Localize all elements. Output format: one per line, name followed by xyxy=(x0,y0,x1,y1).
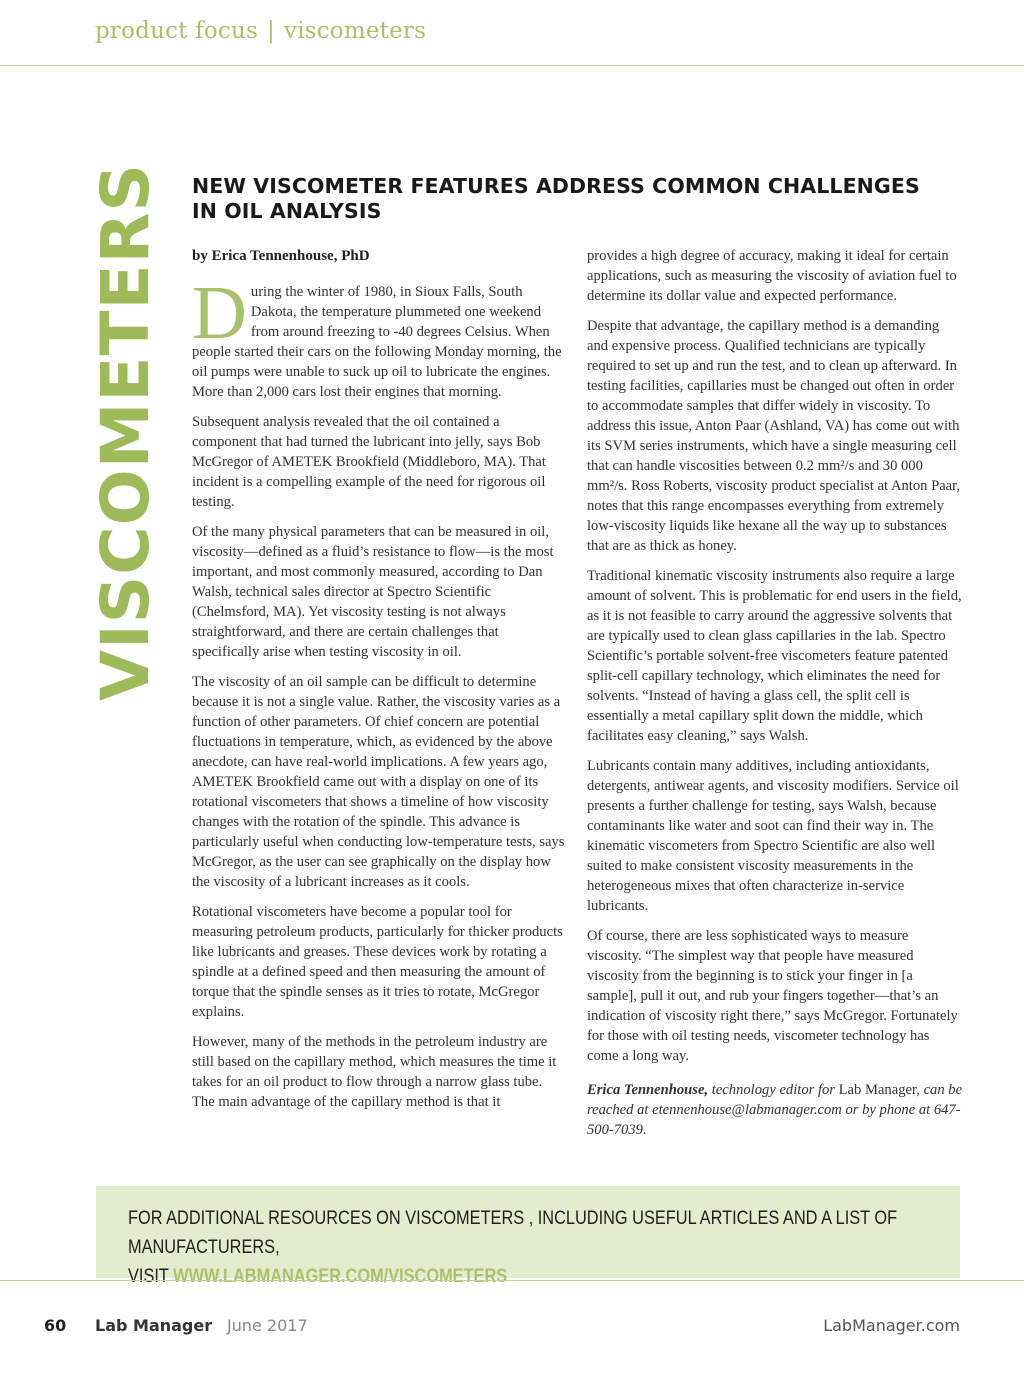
resources-visit: VISIT xyxy=(128,1266,169,1287)
article-column-right xyxy=(587,246,963,1150)
footer-divider xyxy=(0,1280,1024,1281)
headline-line-1: NEW VISCOMETER FEATURES ADDRESS COMMON CHALLENGES xyxy=(192,174,920,198)
issue-date: June 2017 xyxy=(227,1316,308,1335)
resources-box xyxy=(96,1186,960,1287)
author-bio xyxy=(587,1080,963,1140)
section-separator: | xyxy=(267,18,275,44)
article-paragraph xyxy=(192,271,566,402)
section-name: product focus xyxy=(95,18,258,44)
resources-text xyxy=(128,1204,945,1291)
article-paragraph: Of the many physical parameters that can be measured in oil, viscosity—defined as a fluid’s resistance to flow—is the most important, and most commonly measured, according to Dan Walsh, technical sales director at Spectro Scientific (Chelmsford, MA). Yet viscosity testing is not always straightforward, and there are certain challenges that specifically arise when testing viscosity in oil. xyxy=(192,524,554,660)
article-paragraph: Of course, there are less sophisticated ways to measure viscosity. “The simplest way that people have measured viscosity from the beginning is to stick your finger in [a sample], pull it out, and rub your fingers together—that’s an indication of viscosity right there,” says McGregor. Fortunately for those with oil testing needs, viscometer technology has come a long way. xyxy=(587,928,958,1064)
section-topic: viscometers xyxy=(283,18,427,44)
bio-role: technology editor for xyxy=(711,1082,835,1098)
drop-cap: D xyxy=(192,271,247,355)
article-paragraph: Traditional kinematic viscosity instruments also require a large amount of solvent. This is problematic for end users in the field, as it is not feasible to carry around the aggressive solvents that are typically used to clean glass capillaries in the lab. Spectro Scientific’s portable solvent-free viscometers feature patented split-cell capillary technology, which eliminates the need for solvents. “Instead of having a glass cell, the split cell is essentially a metal capillary split down the middle, which facilitates easy cleaning,” says Walsh. xyxy=(587,568,962,744)
article-paragraph: provides a high degree of accuracy, making it ideal for certain applications, such as measuring the viscosity of aviation fuel to determine its dollar value and expected performance. xyxy=(587,248,957,304)
vertical-section-title: VISCOMETERS xyxy=(87,163,164,701)
section-label xyxy=(95,18,426,44)
page-header xyxy=(0,0,1024,66)
magazine-name: Lab Manager xyxy=(95,1316,213,1335)
resources-link[interactable]: WWW.LABMANAGER.COM/VISCOMETERS xyxy=(173,1266,508,1287)
article-paragraph: However, many of the methods in the petroleum industry are still based on the capillary method, which measures the time it takes for an oil product to flow through a narrow glass tube. The main advantage of the capillary method is that it xyxy=(192,1034,557,1110)
article-paragraph: Rotational viscometers have become a popular tool for measuring petroleum products, particularly for thicker products like lubricants and greases. These devices work by rotating a spindle at a defined speed and then measuring the amount of torque that the spindle senses as it tries to rotate, McGregor explains. xyxy=(192,904,563,1020)
headline-line-2: IN OIL ANALYSIS xyxy=(192,199,382,223)
byline: by Erica Tennenhouse, PhD xyxy=(192,248,370,264)
resources-line-1: FOR ADDITIONAL RESOURCES ON VISCOMETERS , INCLUDING USEFUL ARTICLES AND A LIST OF MANUFACTURERS, xyxy=(128,1208,898,1258)
bio-contact: can be reached at etennenhouse@labmanager.com or by phone at 647-500-7039. xyxy=(587,1082,963,1138)
article-headline xyxy=(192,174,932,224)
article-paragraph: Subsequent analysis revealed that the oil contained a component that had turned the lubricant into jelly, says Bob McGregor of AMETEK Brookfield (Middleboro, MA). That incident is a compelling example of the need for rigorous oil testing. xyxy=(192,414,546,510)
paragraph-text: uring the winter of 1980, in Sioux Falls, South Dakota, the temperature plummeted one weekend from around freezing to -40 degrees Celsius. When people started their cars on the following Monday morning, the oil pumps were unable to suck up oil to lubricate the engines. More than 2,000 cars lost their engines that morning. xyxy=(192,284,562,400)
article-paragraph: Lubricants contain many additives, including antioxidants, detergents, antiwear agents, and viscosity modifiers. Service oil presents a further challenge for testing, says Walsh, because contaminants like water and soot can find their way in. The kinematic viscometers from Spectro Scientific are also well suited to make consistent viscosity measurements in the heterogeneous mixes that often characterize in-service lubricants. xyxy=(587,758,959,914)
article-paragraph: The viscosity of an oil sample can be difficult to determine because it is not a single value. Rather, the viscosity varies as a function of other parameters. Of chief concern are potential fluctuations in temperature, which, as evidenced by the above anecdote, can have real-world implications. A few years ago, AMETEK Brookfield came out with a display on one of its rotational viscometers that shows a timeline of how viscosity changes with the rotation of the spindle. This advance is particularly useful when conducting low-temperature tests, says McGregor, as the user can see graphically on the display how the viscosity of a lubricant increases as it cools. xyxy=(192,674,565,890)
website-link[interactable]: LabManager.com xyxy=(823,1316,960,1335)
page-number: 60 xyxy=(44,1316,67,1335)
article-column-left xyxy=(192,246,566,1122)
article-paragraph: Despite that advantage, the capillary method is a demanding and expensive process. Qualified technicians are typically required to set up and run the test, and to clean up afterward. In testing facilities, capillaries must be changed out often in order to accommodate samples that differ widely in viscosity. To address this issue, Anton Paar (Ashland, VA) has come out with its SVM series instruments, which have a single measuring cell that can handle viscosities between 0.2 mm²/s and 30 000 mm²/s. Ross Roberts, viscosity product specialist at Anton Paar, notes that this range encompasses everything from extremely low-viscosity liquids like hexane all the way up to substances that are as thick as honey. xyxy=(587,318,961,554)
bio-magazine: Lab Manager, xyxy=(838,1082,920,1098)
bio-name: Erica Tennenhouse, xyxy=(587,1082,709,1098)
